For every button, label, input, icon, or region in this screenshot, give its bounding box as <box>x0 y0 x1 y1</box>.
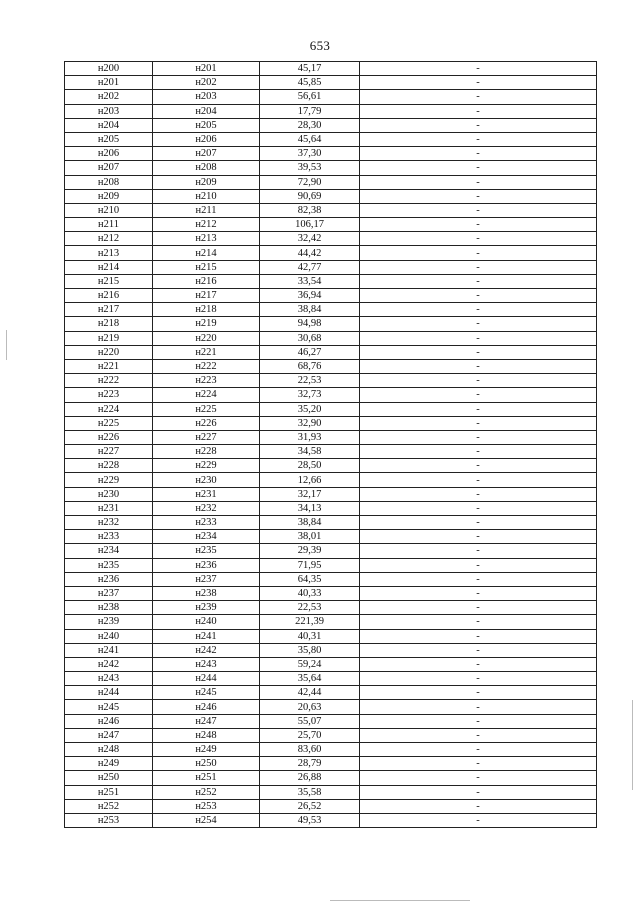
length-cell: 30,68 <box>260 331 360 345</box>
to-point-cell: н206 <box>153 132 260 146</box>
to-point-cell: н240 <box>153 615 260 629</box>
table-row <box>65 643 597 657</box>
to-point-cell: н208 <box>153 161 260 175</box>
table-row <box>65 785 597 799</box>
length-cell: 46,27 <box>260 345 360 359</box>
table-row <box>65 317 597 331</box>
note-cell: - <box>360 416 597 430</box>
from-point-cell: н241 <box>65 643 153 657</box>
from-point-cell: н208 <box>65 175 153 189</box>
from-point-cell: н232 <box>65 516 153 530</box>
from-point-cell: н207 <box>65 161 153 175</box>
scan-mark-left <box>6 330 7 360</box>
to-point-cell: н212 <box>153 218 260 232</box>
length-cell: 22,53 <box>260 374 360 388</box>
from-point-cell: н220 <box>65 345 153 359</box>
note-cell: - <box>360 799 597 813</box>
to-point-cell: н225 <box>153 402 260 416</box>
to-point-cell: н243 <box>153 657 260 671</box>
from-point-cell: н249 <box>65 757 153 771</box>
to-point-cell: н251 <box>153 771 260 785</box>
length-cell: 38,01 <box>260 530 360 544</box>
length-cell: 32,73 <box>260 388 360 402</box>
note-cell: - <box>360 771 597 785</box>
from-point-cell: н250 <box>65 771 153 785</box>
from-point-cell: н209 <box>65 189 153 203</box>
table-row <box>65 232 597 246</box>
table-row <box>65 686 597 700</box>
from-point-cell: н230 <box>65 487 153 501</box>
to-point-cell: н253 <box>153 799 260 813</box>
table-row <box>65 530 597 544</box>
length-cell: 49,53 <box>260 813 360 827</box>
table-body <box>65 62 597 828</box>
length-cell: 32,42 <box>260 232 360 246</box>
to-point-cell: н226 <box>153 416 260 430</box>
to-point-cell: н245 <box>153 686 260 700</box>
table-row <box>65 402 597 416</box>
to-point-cell: н249 <box>153 743 260 757</box>
length-cell: 59,24 <box>260 657 360 671</box>
length-cell: 39,53 <box>260 161 360 175</box>
to-point-cell: н221 <box>153 345 260 359</box>
table-row <box>65 331 597 345</box>
to-point-cell: н213 <box>153 232 260 246</box>
length-cell: 221,39 <box>260 615 360 629</box>
note-cell: - <box>360 615 597 629</box>
to-point-cell: н229 <box>153 459 260 473</box>
length-cell: 17,79 <box>260 104 360 118</box>
table-row <box>65 459 597 473</box>
to-point-cell: н203 <box>153 90 260 104</box>
length-cell: 45,17 <box>260 62 360 76</box>
note-cell: - <box>360 558 597 572</box>
to-point-cell: н227 <box>153 430 260 444</box>
note-cell: - <box>360 516 597 530</box>
length-cell: 42,44 <box>260 686 360 700</box>
note-cell: - <box>360 62 597 76</box>
to-point-cell: н210 <box>153 189 260 203</box>
to-point-cell: н219 <box>153 317 260 331</box>
note-cell: - <box>360 743 597 757</box>
to-point-cell: н241 <box>153 629 260 643</box>
length-cell: 40,31 <box>260 629 360 643</box>
to-point-cell: н236 <box>153 558 260 572</box>
from-point-cell: н237 <box>65 586 153 600</box>
note-cell: - <box>360 572 597 586</box>
note-cell: - <box>360 728 597 742</box>
from-point-cell: н238 <box>65 601 153 615</box>
table-row <box>65 743 597 757</box>
note-cell: - <box>360 132 597 146</box>
length-cell: 26,52 <box>260 799 360 813</box>
table-row <box>65 771 597 785</box>
table-row <box>65 544 597 558</box>
length-cell: 45,85 <box>260 76 360 90</box>
length-cell: 20,63 <box>260 700 360 714</box>
length-cell: 31,93 <box>260 430 360 444</box>
table-row <box>65 303 597 317</box>
note-cell: - <box>360 189 597 203</box>
note-cell: - <box>360 445 597 459</box>
note-cell: - <box>360 345 597 359</box>
note-cell: - <box>360 501 597 515</box>
from-point-cell: н204 <box>65 118 153 132</box>
to-point-cell: н244 <box>153 672 260 686</box>
from-point-cell: н224 <box>65 402 153 416</box>
length-cell: 26,88 <box>260 771 360 785</box>
table-row <box>65 586 597 600</box>
to-point-cell: н207 <box>153 147 260 161</box>
to-point-cell: н233 <box>153 516 260 530</box>
length-cell: 35,58 <box>260 785 360 799</box>
from-point-cell: н225 <box>65 416 153 430</box>
note-cell: - <box>360 161 597 175</box>
length-cell: 34,13 <box>260 501 360 515</box>
length-cell: 22,53 <box>260 601 360 615</box>
length-cell: 71,95 <box>260 558 360 572</box>
from-point-cell: н234 <box>65 544 153 558</box>
note-cell: - <box>360 76 597 90</box>
note-cell: - <box>360 487 597 501</box>
from-point-cell: н211 <box>65 218 153 232</box>
table-row <box>65 218 597 232</box>
note-cell: - <box>360 643 597 657</box>
note-cell: - <box>360 459 597 473</box>
table-row <box>65 813 597 827</box>
table-row <box>65 246 597 260</box>
scan-mark-bottom <box>330 900 470 901</box>
table-row <box>65 289 597 303</box>
page-number: 653 <box>309 38 331 53</box>
table-row <box>65 189 597 203</box>
length-cell: 32,90 <box>260 416 360 430</box>
table-row <box>65 90 597 104</box>
table-row <box>65 118 597 132</box>
table-row <box>65 757 597 771</box>
table-row <box>65 558 597 572</box>
from-point-cell: н214 <box>65 260 153 274</box>
note-cell: - <box>360 303 597 317</box>
note-cell: - <box>360 757 597 771</box>
note-cell: - <box>360 714 597 728</box>
to-point-cell: н252 <box>153 785 260 799</box>
to-point-cell: н242 <box>153 643 260 657</box>
to-point-cell: н201 <box>153 62 260 76</box>
from-point-cell: н253 <box>65 813 153 827</box>
table-row <box>65 714 597 728</box>
table-row <box>65 657 597 671</box>
length-cell: 28,50 <box>260 459 360 473</box>
to-point-cell: н232 <box>153 501 260 515</box>
table-row <box>65 473 597 487</box>
to-point-cell: н239 <box>153 601 260 615</box>
table-row <box>65 62 597 76</box>
from-point-cell: н217 <box>65 303 153 317</box>
length-cell: 25,70 <box>260 728 360 742</box>
to-point-cell: н246 <box>153 700 260 714</box>
note-cell: - <box>360 430 597 444</box>
to-point-cell: н248 <box>153 728 260 742</box>
table-row <box>65 572 597 586</box>
note-cell: - <box>360 90 597 104</box>
to-point-cell: н238 <box>153 586 260 600</box>
to-point-cell: н228 <box>153 445 260 459</box>
from-point-cell: н243 <box>65 672 153 686</box>
note-cell: - <box>360 203 597 217</box>
note-cell: - <box>360 629 597 643</box>
note-cell: - <box>360 104 597 118</box>
length-cell: 94,98 <box>260 317 360 331</box>
table-row <box>65 672 597 686</box>
note-cell: - <box>360 785 597 799</box>
to-point-cell: н234 <box>153 530 260 544</box>
table-row <box>65 161 597 175</box>
length-cell: 12,66 <box>260 473 360 487</box>
length-cell: 90,69 <box>260 189 360 203</box>
to-point-cell: н202 <box>153 76 260 90</box>
from-point-cell: н218 <box>65 317 153 331</box>
table-row <box>65 501 597 515</box>
length-cell: 33,54 <box>260 274 360 288</box>
to-point-cell: н214 <box>153 246 260 260</box>
from-point-cell: н235 <box>65 558 153 572</box>
table-row <box>65 260 597 274</box>
to-point-cell: н237 <box>153 572 260 586</box>
length-cell: 35,20 <box>260 402 360 416</box>
to-point-cell: н205 <box>153 118 260 132</box>
length-cell: 83,60 <box>260 743 360 757</box>
table-row <box>65 601 597 615</box>
note-cell: - <box>360 289 597 303</box>
note-cell: - <box>360 700 597 714</box>
length-cell: 106,17 <box>260 218 360 232</box>
from-point-cell: н239 <box>65 615 153 629</box>
length-cell: 35,80 <box>260 643 360 657</box>
table-row <box>65 516 597 530</box>
to-point-cell: н220 <box>153 331 260 345</box>
length-cell: 56,61 <box>260 90 360 104</box>
note-cell: - <box>360 473 597 487</box>
from-point-cell: н215 <box>65 274 153 288</box>
from-point-cell: н210 <box>65 203 153 217</box>
from-point-cell: н202 <box>65 90 153 104</box>
note-cell: - <box>360 586 597 600</box>
to-point-cell: н204 <box>153 104 260 118</box>
table-row <box>65 388 597 402</box>
data-table <box>64 61 597 828</box>
table-row <box>65 203 597 217</box>
from-point-cell: н219 <box>65 331 153 345</box>
note-cell: - <box>360 813 597 827</box>
length-cell: 38,84 <box>260 516 360 530</box>
note-cell: - <box>360 118 597 132</box>
from-point-cell: н222 <box>65 374 153 388</box>
length-cell: 55,07 <box>260 714 360 728</box>
table-row <box>65 345 597 359</box>
to-point-cell: н217 <box>153 289 260 303</box>
note-cell: - <box>360 672 597 686</box>
length-cell: 28,30 <box>260 118 360 132</box>
note-cell: - <box>360 544 597 558</box>
table-row <box>65 700 597 714</box>
from-point-cell: н205 <box>65 132 153 146</box>
note-cell: - <box>360 601 597 615</box>
to-point-cell: н216 <box>153 274 260 288</box>
from-point-cell: н236 <box>65 572 153 586</box>
from-point-cell: н228 <box>65 459 153 473</box>
note-cell: - <box>360 317 597 331</box>
to-point-cell: н222 <box>153 359 260 373</box>
length-cell: 40,33 <box>260 586 360 600</box>
note-cell: - <box>360 388 597 402</box>
from-point-cell: н229 <box>65 473 153 487</box>
to-point-cell: н247 <box>153 714 260 728</box>
length-cell: 37,30 <box>260 147 360 161</box>
table-row <box>65 416 597 430</box>
length-cell: 68,76 <box>260 359 360 373</box>
scan-mark-right <box>632 700 633 790</box>
to-point-cell: н209 <box>153 175 260 189</box>
length-cell: 36,94 <box>260 289 360 303</box>
note-cell: - <box>360 402 597 416</box>
length-cell: 42,77 <box>260 260 360 274</box>
length-cell: 64,35 <box>260 572 360 586</box>
from-point-cell: н223 <box>65 388 153 402</box>
table-row <box>65 274 597 288</box>
table-row <box>65 374 597 388</box>
from-point-cell: н206 <box>65 147 153 161</box>
note-cell: - <box>360 260 597 274</box>
table-row <box>65 175 597 189</box>
to-point-cell: н235 <box>153 544 260 558</box>
table-row <box>65 629 597 643</box>
to-point-cell: н211 <box>153 203 260 217</box>
to-point-cell: н223 <box>153 374 260 388</box>
to-point-cell: н250 <box>153 757 260 771</box>
from-point-cell: н240 <box>65 629 153 643</box>
table-row <box>65 487 597 501</box>
from-point-cell: н227 <box>65 445 153 459</box>
note-cell: - <box>360 530 597 544</box>
note-cell: - <box>360 331 597 345</box>
length-cell: 45,64 <box>260 132 360 146</box>
note-cell: - <box>360 175 597 189</box>
note-cell: - <box>360 274 597 288</box>
from-point-cell: н251 <box>65 785 153 799</box>
to-point-cell: н254 <box>153 813 260 827</box>
length-cell: 34,58 <box>260 445 360 459</box>
from-point-cell: н248 <box>65 743 153 757</box>
table-row <box>65 147 597 161</box>
length-cell: 44,42 <box>260 246 360 260</box>
from-point-cell: н216 <box>65 289 153 303</box>
from-point-cell: н231 <box>65 501 153 515</box>
from-point-cell: н213 <box>65 246 153 260</box>
table-row <box>65 615 597 629</box>
from-point-cell: н226 <box>65 430 153 444</box>
from-point-cell: н233 <box>65 530 153 544</box>
from-point-cell: н247 <box>65 728 153 742</box>
from-point-cell: н246 <box>65 714 153 728</box>
to-point-cell: н215 <box>153 260 260 274</box>
from-point-cell: н252 <box>65 799 153 813</box>
note-cell: - <box>360 147 597 161</box>
to-point-cell: н230 <box>153 473 260 487</box>
table-row <box>65 728 597 742</box>
from-point-cell: н221 <box>65 359 153 373</box>
table-row <box>65 799 597 813</box>
note-cell: - <box>360 657 597 671</box>
table-row <box>65 430 597 444</box>
from-point-cell: н203 <box>65 104 153 118</box>
to-point-cell: н231 <box>153 487 260 501</box>
from-point-cell: н212 <box>65 232 153 246</box>
from-point-cell: н201 <box>65 76 153 90</box>
table-row <box>65 104 597 118</box>
from-point-cell: н244 <box>65 686 153 700</box>
length-cell: 32,17 <box>260 487 360 501</box>
from-point-cell: н245 <box>65 700 153 714</box>
table-row <box>65 132 597 146</box>
length-cell: 35,64 <box>260 672 360 686</box>
table-row <box>65 445 597 459</box>
note-cell: - <box>360 218 597 232</box>
from-point-cell: н242 <box>65 657 153 671</box>
table-row <box>65 76 597 90</box>
length-cell: 28,79 <box>260 757 360 771</box>
length-cell: 38,84 <box>260 303 360 317</box>
length-cell: 72,90 <box>260 175 360 189</box>
length-cell: 29,39 <box>260 544 360 558</box>
note-cell: - <box>360 232 597 246</box>
note-cell: - <box>360 359 597 373</box>
note-cell: - <box>360 246 597 260</box>
note-cell: - <box>360 686 597 700</box>
note-cell: - <box>360 374 597 388</box>
length-cell: 82,38 <box>260 203 360 217</box>
table-row <box>65 359 597 373</box>
from-point-cell: н200 <box>65 62 153 76</box>
to-point-cell: н224 <box>153 388 260 402</box>
to-point-cell: н218 <box>153 303 260 317</box>
